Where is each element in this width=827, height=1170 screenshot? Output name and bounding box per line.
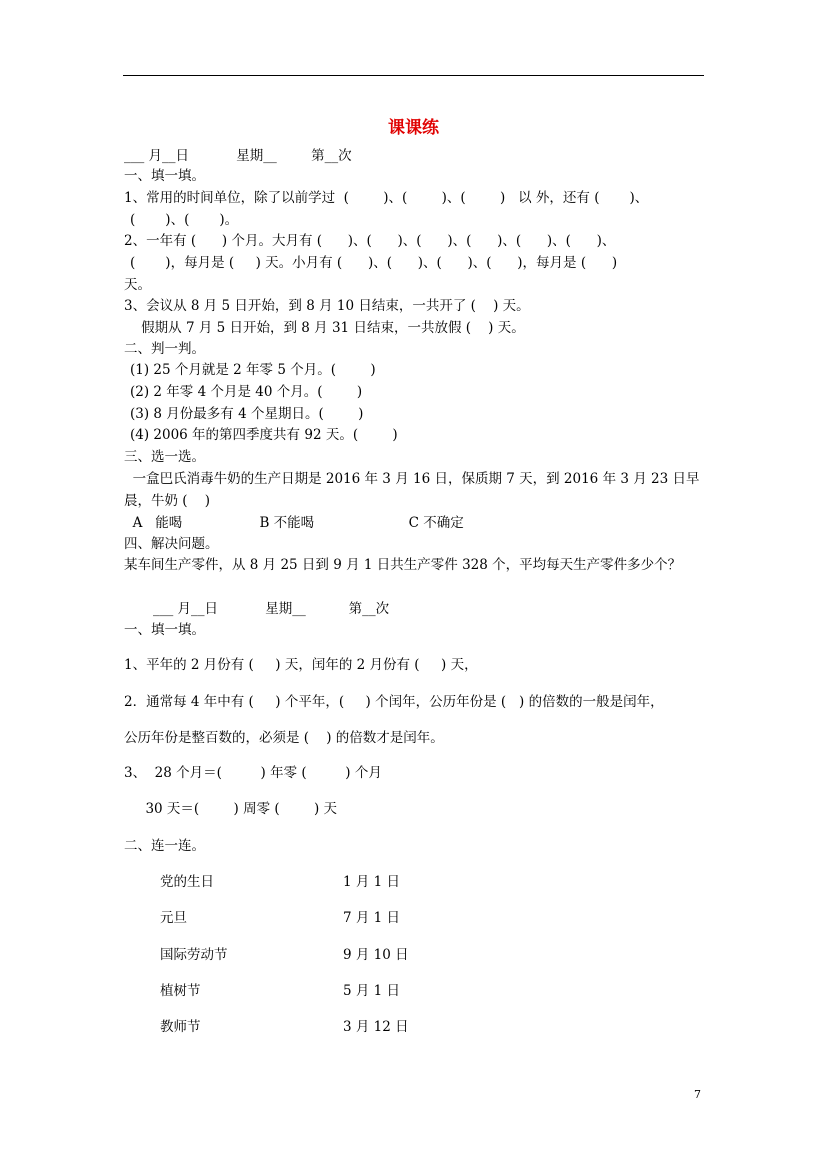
header-rule bbox=[123, 75, 704, 76]
question-3-line-b: 假期从 7 月 5 日开始，到 8 月 31 日结束，一共放假 ( ) 天。 bbox=[124, 320, 525, 336]
match-left-item: 植树节 bbox=[160, 983, 201, 999]
choose-options: A 能喝 B 不能喝 C 不确定 bbox=[124, 515, 464, 531]
page-title: 课课练 bbox=[388, 118, 439, 138]
match-right-item: 3 月 12 日 bbox=[343, 1019, 409, 1035]
section-heading-judge: 二、判一判。 bbox=[124, 341, 205, 357]
question-2-line-a: 2、一年有 ( ) 个月。大月有 ( )、( )、( )、( )、( )、( )、 bbox=[124, 233, 616, 249]
match-right-item: 5 月 1 日 bbox=[343, 983, 401, 999]
fill-item-2-line-a: 2．通常每 4 年中有 ( ) 个平年，( ) 个闰年，公历年份是 ( ) 的倍数的一般是闰年， bbox=[124, 694, 664, 710]
question-3-line-a: 3、会议从 8 月 5 日开始，到 8 月 10 日结束，一共开了 ( ) 天。 bbox=[124, 298, 530, 314]
solve-problem: 某车间生产零件，从 8 月 25 日到 9 月 1 日共生产零件 328 个，平均每天生产零件多少个？ bbox=[124, 557, 682, 573]
match-left-item: 教师节 bbox=[160, 1019, 201, 1035]
judge-item-2: (2) 2 年零 4 个月是 40 个月。( ) bbox=[130, 384, 363, 400]
date-line-1: ___ 月__日 星期__ 第__次 bbox=[124, 148, 352, 164]
date-line-2: ___ 月__日 星期__ 第__次 bbox=[153, 601, 390, 617]
judge-item-4: (4) 2006 年的第四季度共有 92 天。( ) bbox=[130, 427, 398, 443]
judge-item-3: (3) 8 月份最多有 4 个星期日。( ) bbox=[130, 406, 364, 422]
fill-item-3-line-a: 3、 28 个月＝( ) 年零 ( ) 个月 bbox=[124, 765, 382, 781]
section-heading-fill-2: 一、填一填。 bbox=[124, 622, 205, 638]
section-heading-fill-1: 一、填一填。 bbox=[124, 168, 205, 184]
match-right-item: 1 月 1 日 bbox=[343, 874, 401, 890]
match-right-item: 7 月 1 日 bbox=[343, 910, 401, 926]
fill-item-3-line-b: 30 天＝( ) 周零 ( ) 天 bbox=[124, 801, 338, 817]
question-2-line-c: 天。 bbox=[124, 277, 151, 293]
fill-item-1: 1、平年的 2 月份有 ( ) 天，闰年的 2 月份有 ( ) 天， bbox=[124, 657, 478, 673]
section-heading-solve: 四、解决问题。 bbox=[124, 536, 219, 552]
match-right-item: 9 月 10 日 bbox=[343, 947, 409, 963]
match-left-item: 国际劳动节 bbox=[160, 947, 228, 963]
fill-item-2-line-b: 公历年份是整百数的，必须是 ( ) 的倍数才是闰年。 bbox=[124, 730, 444, 746]
choose-question-line-b: 晨，牛奶 ( ) bbox=[124, 493, 210, 509]
match-left-item: 党的生日 bbox=[160, 874, 214, 890]
judge-item-1: (1) 25 个月就是 2 年零 5 个月。( ) bbox=[130, 362, 376, 378]
question-2-line-b: ( )，每月是 ( ) 天。小月有 ( )、( )、( )、( )，每月是 ( ) bbox=[130, 255, 618, 271]
choose-question-line-a: 一盒巴氏消毒牛奶的生产日期是 2016 年 3 月 16 日，保质期 7 天，到 2016 年 3 月 23 日早 bbox=[124, 471, 700, 487]
section-heading-match: 二、连一连。 bbox=[124, 838, 205, 854]
match-left-item: 元旦 bbox=[160, 910, 187, 926]
page-number: 7 bbox=[694, 1088, 701, 1101]
question-1-line-b: ( )、( )。 bbox=[130, 212, 239, 228]
section-heading-choose: 三、选一选。 bbox=[124, 449, 205, 465]
question-1-line-a: 1、常用的时间单位，除了以前学过 ( )、( )、( ) 以 外，还有 ( )、 bbox=[124, 190, 649, 206]
